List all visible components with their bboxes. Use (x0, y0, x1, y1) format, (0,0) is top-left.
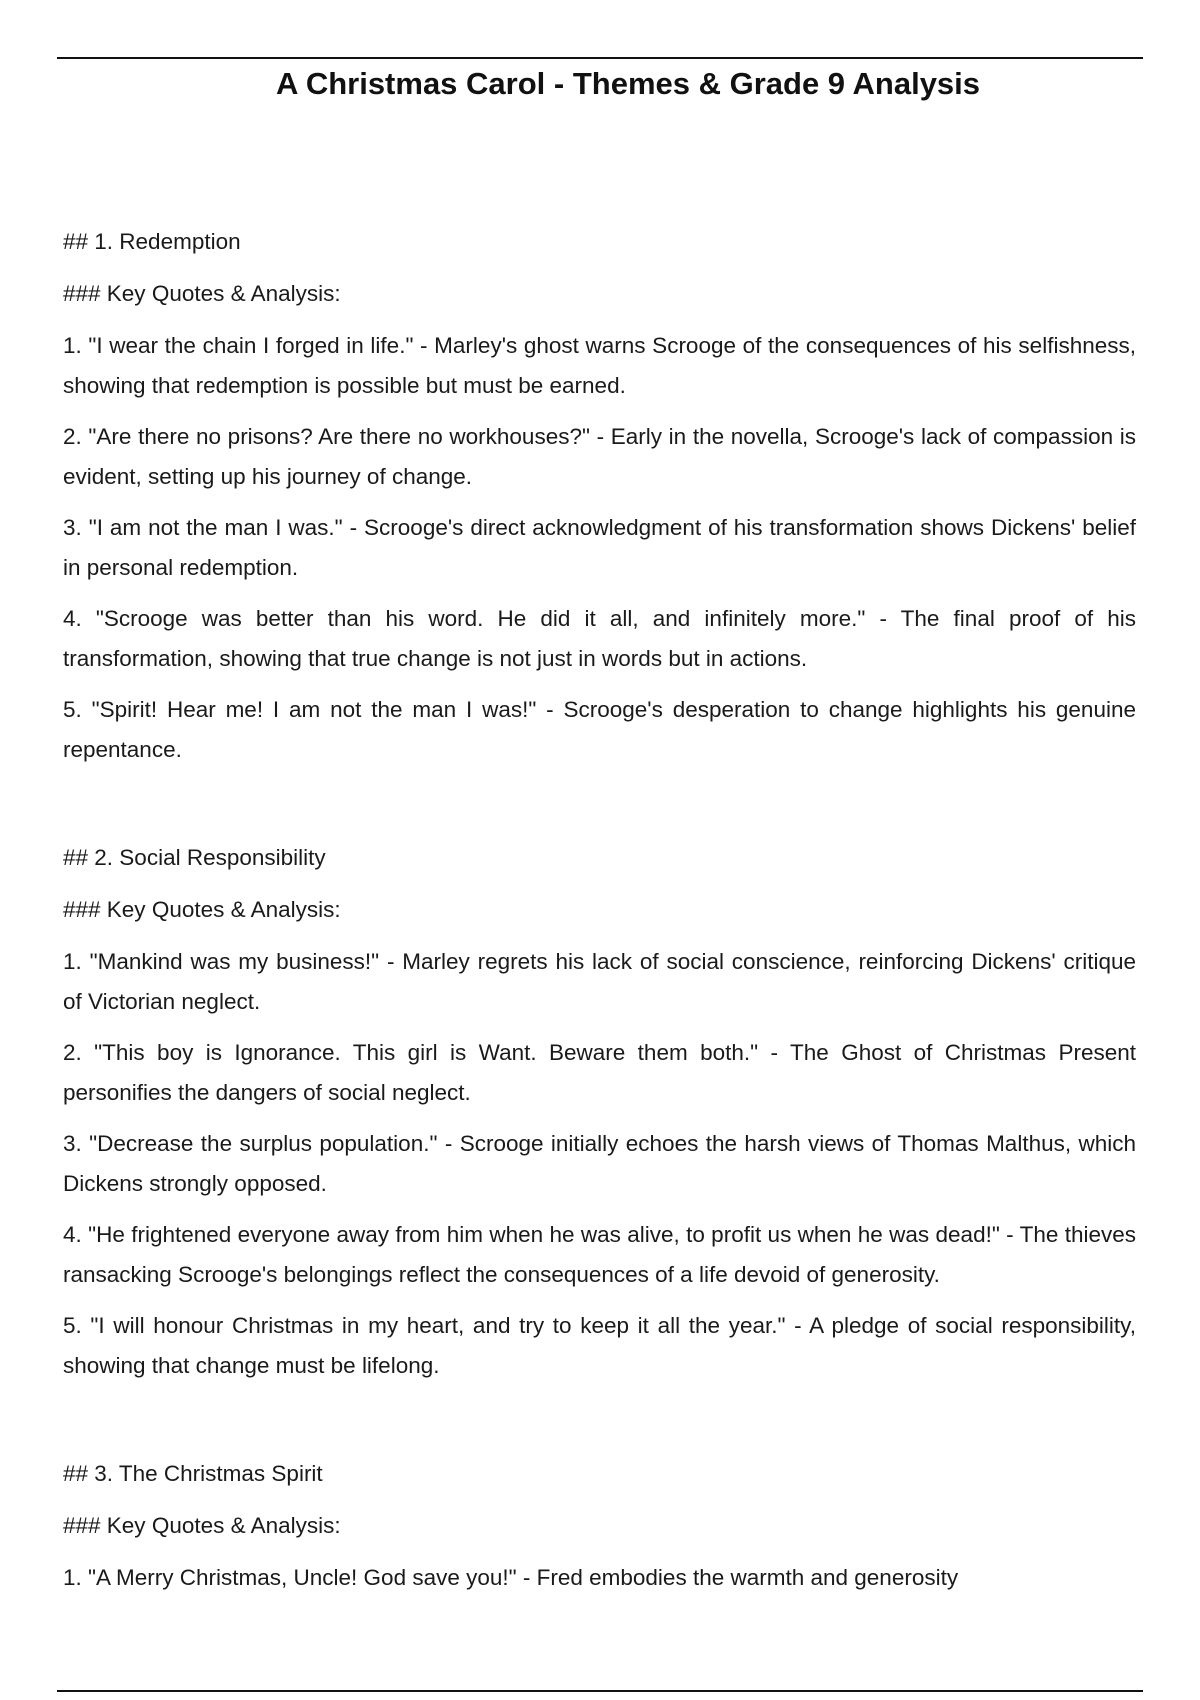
list-item: 1. "Mankind was my business!" - Marley regrets his lack of social conscience, reinforcing Dickens' critique of Victorian neglect. (63, 949, 1136, 1014)
top-rule (57, 57, 1143, 59)
section-heading: ## 1. Redemption (63, 229, 241, 254)
section-heading: ## 3. The Christmas Spirit (63, 1461, 323, 1486)
list-item: 4. "He frightened everyone away from him when he was alive, to profit us when he was dead!" - The thieves ransacking Scrooge's belongings reflect the consequences of a life devoid of generosity. (63, 1222, 1136, 1287)
document-body (63, 222, 1136, 1598)
list-item: 2. "Are there no prisons? Are there no workhouses?" - Early in the novella, Scrooge's lack of compassion is evident, setting up his journey of change. (63, 424, 1136, 489)
document-title: A Christmas Carol - Themes & Grade 9 Analysis (275, 66, 981, 101)
section-social-responsibility (63, 838, 1136, 1386)
list-item: 1. "A Merry Christmas, Uncle! God save you!" - Fred embodies the warmth and generosity (63, 1565, 959, 1590)
section-redemption (63, 222, 1136, 770)
list-item: 4. "Scrooge was better than his word. He did it all, and infinitely more." - The final proof of his transformation, showing that true change is not just in words but in actions. (63, 606, 1136, 671)
section-subheading: ### Key Quotes & Analysis: (63, 897, 341, 922)
list-item: 3. "I am not the man I was." - Scrooge's direct acknowledgment of his transformation shows Dickens' belief in personal redemption. (63, 515, 1136, 580)
list-item: 1. "I wear the chain I forged in life." - Marley's ghost warns Scrooge of the consequences of his selfishness, showing that redemption is possible but must be earned. (63, 333, 1136, 398)
bottom-rule (57, 1690, 1143, 1692)
section-subheading: ### Key Quotes & Analysis: (63, 1513, 341, 1538)
list-item: 5. "Spirit! Hear me! I am not the man I was!" - Scrooge's desperation to change highlights his genuine repentance. (63, 697, 1136, 762)
list-item: 5. "I will honour Christmas in my heart, and try to keep it all the year." - A pledge of social responsibility, showing that change must be lifelong. (63, 1313, 1136, 1378)
section-subheading: ### Key Quotes & Analysis: (63, 281, 341, 306)
section-christmas-spirit (63, 1454, 1136, 1598)
list-item: 2. "This boy is Ignorance. This girl is Want. Beware them both." - The Ghost of Christmas Present personifies the dangers of social neglect. (63, 1040, 1136, 1105)
section-heading: ## 2. Social Responsibility (63, 845, 326, 870)
list-item: 3. "Decrease the surplus population." - Scrooge initially echoes the harsh views of Thomas Malthus, which Dickens strongly opposed. (63, 1131, 1136, 1196)
